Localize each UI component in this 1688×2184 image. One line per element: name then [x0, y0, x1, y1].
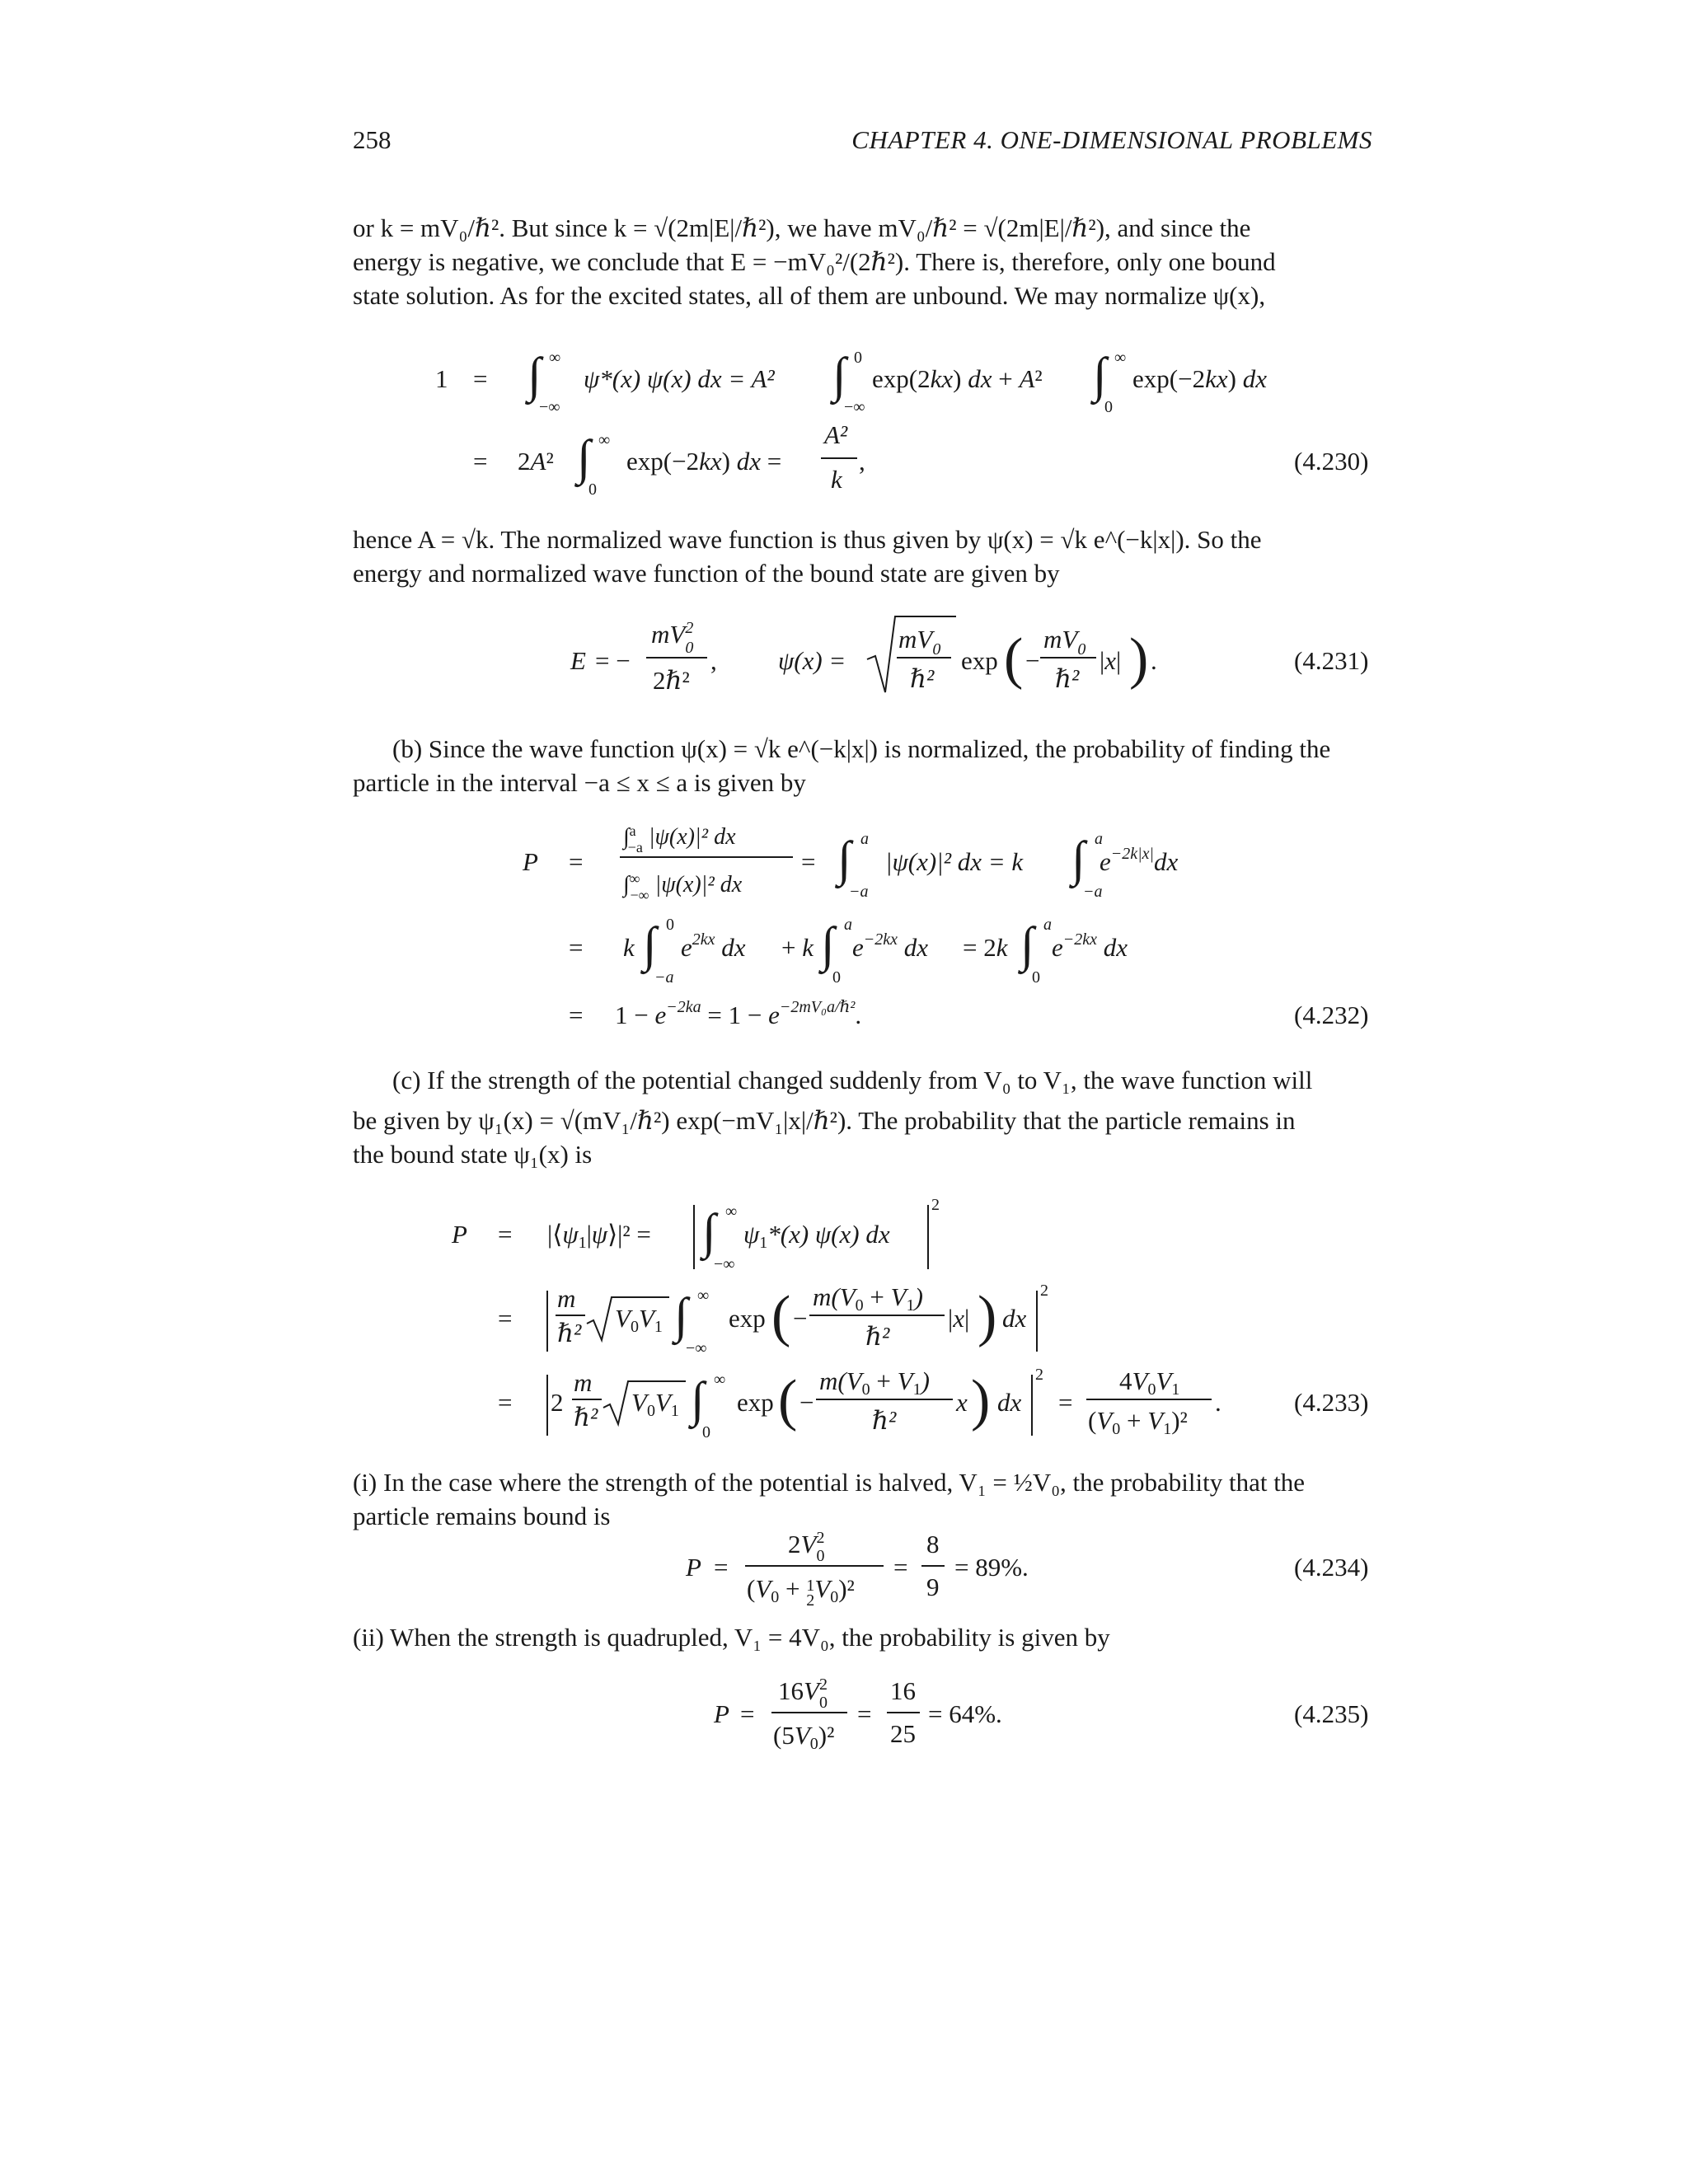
svg-text:k: k — [623, 933, 635, 962]
svg-text:): ) — [1129, 627, 1149, 691]
paragraph-5-line-1: (i) In the case where the strength of the potential is halved, V₁ = ½V₀, the probability that the — [353, 1468, 1306, 1497]
paragraph-1-line-3: state solution. As for the excited states, all of them are unbound. We may normalize ψ(x), — [353, 281, 1266, 310]
svg-text:ℏ²: ℏ² — [865, 1322, 890, 1351]
svg-text:∞: ∞ — [697, 1286, 710, 1305]
svg-text:k: k — [831, 465, 842, 494]
svg-text:(: ( — [1004, 627, 1024, 691]
svg-text:dx: dx — [1002, 1304, 1027, 1333]
eq-num-4-232: (4.232) — [1294, 1001, 1369, 1029]
svg-text:∫: ∫ — [702, 1204, 716, 1258]
svg-text:∞: ∞ — [725, 1202, 738, 1221]
svg-text:=: = — [569, 847, 584, 876]
paragraph-4-line-2: be given by ψ₁(x) = √(mV₁/ℏ²) exp(−mV₁|x|/ℏ²). The probability that the particle remains in — [353, 1106, 1296, 1135]
svg-text:A²: A² — [824, 420, 848, 449]
svg-text:): ) — [971, 1369, 991, 1432]
svg-text:=: = — [473, 447, 488, 476]
svg-text:+ k: + k — [781, 933, 814, 962]
svg-text:0: 0 — [854, 349, 862, 367]
svg-text:=: = — [1058, 1388, 1073, 1417]
svg-text:0: 0 — [1032, 968, 1040, 987]
svg-text:1: 1 — [435, 364, 448, 393]
svg-text:exp(2kx) dx + A²: exp(2kx) dx + A² — [872, 364, 1043, 393]
svg-text:−: − — [799, 1388, 814, 1417]
svg-text:0: 0 — [832, 968, 841, 987]
svg-text:0: 0 — [588, 480, 597, 499]
paragraph-4-line-3: the bound state ψ₁(x) is — [353, 1140, 593, 1169]
svg-text:−: − — [1025, 646, 1040, 675]
paragraph-1-line-2: energy is negative, we conclude that E = −mV₀²/(2ℏ²). There is, therefore, only one bound — [353, 247, 1276, 276]
svg-text:ℏ²: ℏ² — [557, 1319, 582, 1347]
svg-text:ℏ²: ℏ² — [1055, 664, 1080, 693]
svg-text:a: a — [1043, 916, 1052, 934]
paragraph-2-line-2: energy and normalized wave function of the bound state are given by — [353, 559, 1060, 588]
svg-text:e−2kx dx: $e^{-2kx}$ dx — [1052, 930, 1128, 962]
equation-4-231 — [570, 616, 1368, 695]
svg-text:= −: = − — [595, 646, 631, 675]
svg-text:9: 9 — [926, 1572, 940, 1601]
svg-text:= 89%.: = 89%. — [954, 1553, 1029, 1582]
svg-text:=: = — [801, 847, 816, 876]
svg-text:e−2kx dx: $e^{-2kx}$ dx — [852, 930, 929, 962]
equation-4-234 — [685, 1529, 1368, 1610]
svg-text:2: 2 — [551, 1388, 564, 1417]
svg-text:ℏ²: ℏ² — [872, 1406, 897, 1435]
svg-text:∫: ∫ — [1020, 917, 1034, 972]
svg-text:= 2k: = 2k — [963, 933, 1008, 962]
svg-text:exp: exp — [961, 646, 998, 675]
svg-text:e−2k|x|dx: $e^{-2k|x|}dx$ — [1100, 845, 1179, 876]
svg-text:a: a — [844, 916, 852, 934]
svg-text:∫: ∫ — [832, 348, 846, 402]
svg-text:∫: ∫ — [643, 917, 657, 972]
svg-text:x: x — [956, 1388, 968, 1417]
svg-text:E: E — [570, 646, 586, 675]
svg-text:16V20: $16V^2$ 0 — [778, 1675, 828, 1712]
svg-text:∞: ∞ — [714, 1371, 726, 1389]
svg-text:0: 0 — [666, 916, 674, 934]
svg-text:m: m — [557, 1284, 576, 1313]
svg-text:−a: −a — [654, 968, 674, 987]
svg-text:V0V1: V0V1 — [615, 1304, 663, 1336]
svg-text:−a: −a — [1083, 883, 1103, 901]
equation-4-232 — [522, 823, 1368, 1029]
svg-text:2ℏ²: 2ℏ² — [653, 666, 690, 695]
svg-text:0: 0 — [702, 1423, 710, 1441]
svg-text:dx: dx — [997, 1388, 1022, 1417]
svg-text:2: 2 — [931, 1196, 940, 1214]
svg-text:exp: exp — [729, 1304, 766, 1333]
svg-text:=: = — [498, 1220, 513, 1249]
svg-text:=: = — [714, 1553, 729, 1582]
paragraph-3-line-2: particle in the interval −a ≤ x ≤ a is given by — [353, 768, 806, 797]
svg-text:mV20: $mV^2$ 0 — [651, 619, 694, 657]
svg-text:∞: ∞ — [1114, 349, 1127, 367]
svg-text:∫: ∫ — [1071, 832, 1085, 886]
eq-num-4-235: (4.235) — [1294, 1699, 1369, 1728]
svg-text:=: = — [857, 1699, 872, 1728]
svg-text:|x|: |x| — [948, 1304, 970, 1333]
svg-text:): ) — [978, 1285, 997, 1348]
svg-text:P: P — [523, 847, 538, 876]
paragraph-1-line-1: or k = mV₀/ℏ². But since k = √(2m|E|/ℏ²), we have mV₀/ℏ² = √(2m|E|/ℏ²), and since the — [353, 213, 1251, 242]
svg-text:2V20: $2V^2$ 0 — [788, 1529, 825, 1565]
svg-text:∫: ∫ — [674, 1288, 688, 1343]
eq-num-4-234: (4.234) — [1294, 1553, 1369, 1582]
eq-num-4-233: (4.233) — [1294, 1388, 1369, 1417]
svg-text:2: 2 — [1040, 1282, 1048, 1300]
svg-text:exp: exp — [737, 1388, 774, 1417]
svg-text:ψ1*(x) ψ(x) dx: ψ1*(x) ψ(x) dx — [743, 1220, 890, 1252]
svg-text:∫: ∫ — [837, 832, 851, 886]
svg-text:0: 0 — [1104, 398, 1113, 416]
svg-text:2A²: 2A² — [518, 447, 554, 476]
svg-text:a: a — [1095, 830, 1103, 848]
svg-text:P: P — [452, 1220, 467, 1249]
svg-text:(5V0)²: (5V0)² — [773, 1721, 835, 1753]
svg-text:8: 8 — [926, 1530, 940, 1558]
page-number: 258 — [353, 125, 392, 154]
svg-text:=: = — [498, 1388, 513, 1417]
svg-text:.: . — [1215, 1388, 1221, 1417]
svg-text:∫: ∫ — [1093, 348, 1107, 402]
svg-text:,: , — [859, 447, 865, 476]
equation-4-235 — [713, 1675, 1368, 1753]
svg-text:.: . — [1151, 646, 1157, 675]
svg-text:∞: ∞ — [549, 349, 561, 367]
svg-text:V0V1: V0V1 — [631, 1388, 679, 1420]
paragraph-6-line-1: (ii) When the strength is quadrupled, V₁ = 4V₀, the probability is given by — [353, 1623, 1110, 1652]
svg-text:a: a — [860, 830, 869, 848]
svg-text:=: = — [569, 1001, 584, 1029]
equation-4-230 — [435, 348, 1368, 499]
svg-text:25: 25 — [890, 1719, 916, 1748]
equation-4-233 — [451, 1196, 1368, 1441]
svg-text:−a: −a — [849, 883, 869, 901]
svg-text:ψ*(x) ψ(x) dx = A²: ψ*(x) ψ(x) dx = A² — [584, 364, 775, 393]
paragraph-4-line-1: (c) If the strength of the potential changed suddenly from V₀ to V₁, the wave function will — [392, 1066, 1313, 1094]
svg-text:e2kx dx: $e^{2kx}$ dx — [681, 930, 746, 962]
svg-text:|⟨ψ1|ψ⟩|² =: |⟨ψ1|ψ⟩|² = — [547, 1220, 651, 1252]
svg-text:∞: ∞ — [598, 431, 611, 449]
svg-text:=: = — [498, 1304, 513, 1333]
svg-text:exp(−2kx) dx =: exp(−2kx) dx = — [626, 447, 782, 476]
svg-text:=: = — [473, 364, 488, 393]
svg-text:(V0 + V1)²: (V0 + V1)² — [1088, 1406, 1188, 1438]
svg-text:(V0 + 12V0)²: (V0 + $^1$ 2V0)² — [747, 1574, 855, 1610]
svg-text:−∞: −∞ — [714, 1255, 735, 1273]
svg-text:,: , — [710, 646, 717, 675]
svg-text:ℏ²: ℏ² — [910, 664, 935, 693]
eq-num-4-230: (4.230) — [1294, 447, 1369, 476]
svg-text:mV0: $mV_0$ — [1043, 625, 1086, 658]
svg-text:∫: ∫ — [821, 917, 835, 972]
svg-text:m(V0 + V1): m(V0 + V1) — [813, 1282, 923, 1315]
svg-text:m: m — [574, 1368, 593, 1397]
svg-text:= 64%.: = 64%. — [928, 1699, 1002, 1728]
svg-text:mV0: $mV_0$ — [898, 625, 941, 658]
svg-text:∫: ∫ — [691, 1372, 705, 1427]
svg-text:2: 2 — [1035, 1366, 1043, 1384]
running-title: CHAPTER 4. ONE-DIMENSIONAL PROBLEMS — [851, 125, 1372, 154]
svg-text:∫∞−∞ |ψ(x)|² dx: ∫∞ −∞ |ψ(x)|² dx — [623, 870, 743, 903]
svg-text:16: 16 — [890, 1676, 916, 1705]
svg-text:4V0V1: 4V0V1 — [1119, 1366, 1180, 1399]
eq-num-4-231: (4.231) — [1294, 646, 1369, 675]
svg-text:1 − e−2ka = 1 − e−2mV₀a/ℏ².: $1 - e^{-2ka} = 1 - e^{-2mV_0a/\hbar^2}$. — [615, 998, 862, 1029]
svg-text:|x|: |x| — [1100, 646, 1122, 675]
svg-text:−: − — [793, 1304, 808, 1333]
svg-text:−∞: −∞ — [686, 1339, 707, 1357]
paragraph-3-line-1: (b) Since the wave function ψ(x) = √k e^(−k|x|) is normalized, the probability of finding the — [392, 734, 1331, 763]
svg-text:∫a−a |ψ(x)|² dx: ∫$^a$ −a |ψ(x)|² dx — [623, 823, 736, 855]
svg-text:P: P — [686, 1553, 701, 1582]
svg-text:(: ( — [771, 1285, 791, 1348]
svg-text:=: = — [569, 933, 584, 962]
svg-text:ψ(x) =: ψ(x) = — [778, 646, 846, 675]
svg-text:=: = — [740, 1699, 755, 1728]
svg-text:m(V0 + V1): m(V0 + V1) — [819, 1366, 930, 1399]
svg-text:−∞: −∞ — [539, 398, 560, 416]
svg-text:(: ( — [778, 1369, 798, 1432]
svg-text:exp(−2kx) dx: exp(−2kx) dx — [1132, 364, 1267, 393]
svg-text:|ψ(x)|² dx = k: |ψ(x)|² dx = k — [885, 847, 1024, 876]
paragraph-2-line-1: hence A = √k. The normalized wave function is thus given by ψ(x) = √k e^(−k|x|). So the — [353, 525, 1262, 554]
svg-text:∫: ∫ — [577, 430, 591, 485]
paragraph-5-line-2: particle remains bound is — [353, 1502, 611, 1530]
svg-text:∫: ∫ — [528, 348, 542, 402]
svg-text:ℏ²: ℏ² — [574, 1403, 598, 1432]
svg-text:−∞: −∞ — [844, 398, 865, 416]
svg-text:P: P — [714, 1699, 729, 1728]
svg-text:=: = — [893, 1553, 908, 1582]
